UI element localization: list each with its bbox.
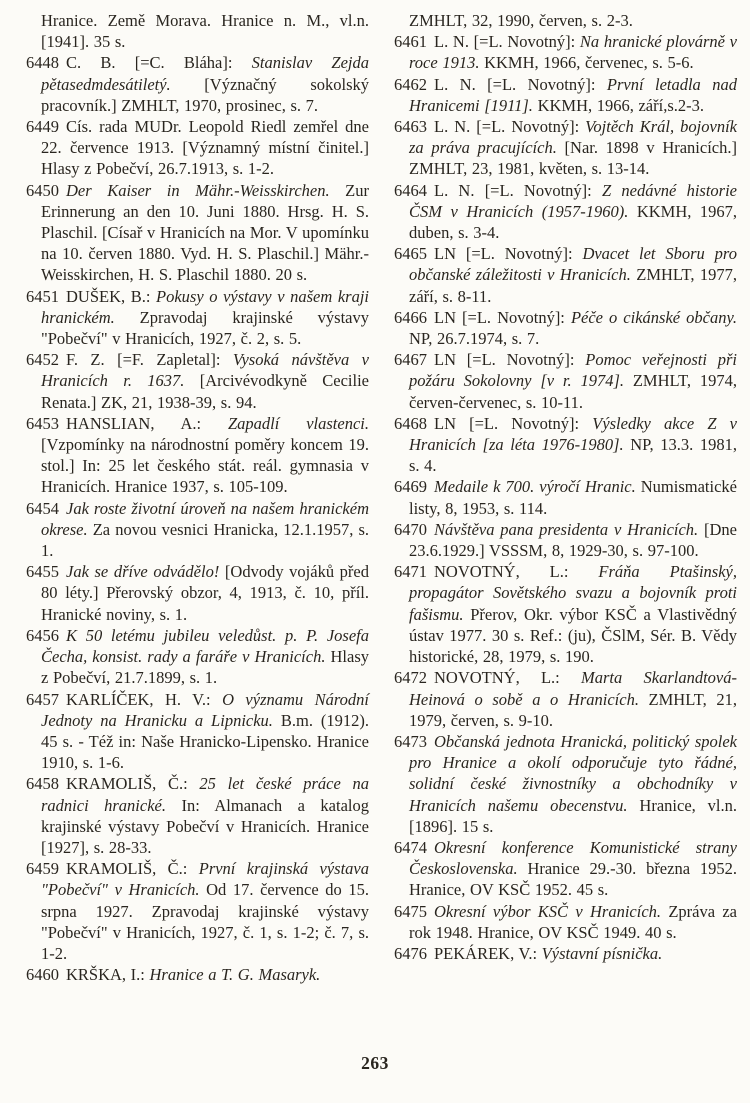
entry-number: 6474 — [394, 837, 427, 857]
entry-text: L. N. [=L. Novotný]: — [434, 180, 602, 200]
entry-title: K 50 letému jubileu veledůst. p. P. Josefa Čecha, konsist. rady a faráře v Hranicích. — [41, 625, 369, 667]
bib-entry — [26, 413, 369, 498]
entry-number: 6458 — [26, 774, 59, 794]
entry-title: Občanská jednota Hranická, politický spolek pro Hranice a okolí odporučuje tyto řádné, solidní české živnostníky a obchodníky v Hranicích našemu obecenstvu. — [409, 731, 737, 815]
entry-number: 6464 — [394, 180, 427, 200]
bib-entry — [26, 286, 369, 350]
text-columns — [26, 10, 737, 985]
entry-number: 6449 — [26, 117, 59, 137]
entry-title: Jak se dříve odvádělo! — [66, 562, 220, 582]
entry-number: 6469 — [394, 477, 427, 497]
entry-text: KKMH, 1967, duben, s. 3-4. — [409, 201, 737, 243]
entry-text: Hranice. Země Morava. Hranice n. M., vl.n. [1941]. 35 s. — [41, 11, 369, 52]
entry-title: Fráňa Ptašinský, propagátor Sovětského svazu a bojovník proti fašismu. — [409, 562, 737, 624]
entry-number: 6475 — [394, 901, 427, 921]
entry-title: Na hranické plovárně v roce 1913. — [409, 32, 738, 73]
entry-number: 6473 — [394, 731, 427, 751]
entry-title: 25 let české práce na radnici hranické. — [41, 774, 369, 815]
entry-title: Výstavní písnička. — [541, 943, 663, 963]
entry-text: NP, 13.3. 1981, s. 4. — [409, 435, 738, 476]
entry-number: 6457 — [26, 689, 59, 709]
entry-text: L. N. [=L. Novotný]: — [434, 32, 580, 52]
bib-entry — [26, 116, 369, 180]
entry-number: 6466 — [394, 307, 427, 327]
entry-title: Vysoká návštěva v Hranicích r. 1637. — [41, 350, 369, 391]
entry-title: Z nedávné historie ČSM v Hranicích (1957-1960). — [409, 180, 737, 221]
bib-entry — [26, 349, 369, 413]
bib-entry — [394, 180, 737, 244]
entry-text: [Odvody vojáků před 80 léty.] Přerovský obzor, 4, 1913, č. 10, příl. Hranické noviny, s. 1. — [41, 562, 369, 624]
bib-entry — [394, 943, 737, 964]
entry-text: In: Almanach a katalog krajinské výstavy Pobečví v Hranicích. Hranice [1927], s. 28-33. — [41, 795, 369, 857]
entry-text: LN [=L. Novotný]: — [434, 413, 593, 433]
right-column — [394, 10, 737, 985]
bib-entry — [394, 901, 737, 943]
entry-number: 6452 — [26, 350, 59, 370]
entry-number: 6460 — [26, 965, 59, 985]
bib-entry — [394, 561, 737, 667]
entry-title: Pomoc veřejnosti při požáru Sokolovny [v r. 1974]. — [409, 350, 738, 391]
entry-text: [Arcivévodkyně Cecilie Renata.] ZK, 21, 1938-39, s. 94. — [41, 371, 369, 412]
bib-entry — [26, 858, 369, 964]
entry-text: KKMH, 1966, červenec, s. 5-6. — [479, 53, 694, 73]
bib-entry — [26, 52, 369, 116]
entry-text: ZMHLT, 21, 1979, červen, s. 9-10. — [409, 689, 737, 730]
entry-text: KKMH, 1966, září,s.2-3. — [532, 95, 704, 115]
entry-title: Marta Skarlandtová-Heinová o sobě a o Hranicích. — [409, 668, 737, 709]
entry-text: Přerov, Okr. výbor KSČ a Vlastivědný ústav 1977. 30 s. Ref.: (ju), ČSlM, Sér. B. Vědy historické, 28, 1979, s. 190. — [409, 604, 737, 667]
entry-text: [Dne 23.6.1929.] VSSSM, 8, 1929-30, s. 97-100. — [409, 519, 737, 561]
bib-entry — [394, 413, 737, 477]
entry-text: B.m. (1912). 45 s. - Též in: Naše Hranicko-Lipensko. Hranice 1910, s. 1-6. — [41, 710, 369, 773]
entry-number: 6450 — [26, 180, 59, 200]
entry-title: Hranice a T. G. Masaryk. — [149, 965, 321, 985]
entry-title: Jak roste životní úroveň na našem hranickém okrese. — [41, 498, 369, 539]
entry-number: 6456 — [26, 625, 59, 645]
entry-text: Zur Erinnerung an den 10. Juni 1880. Hrsg. H. S. Plaschil. [Císař v Hranicích na Mor. V upomínku na 10. červen 1880. Vyd. H. S. Plaschil.] Mähr.-Weisskirchen, H. S. Plaschil 1880. 20 s. — [41, 180, 369, 285]
bib-entry — [394, 307, 737, 349]
entry-text: ZMHLT, 1977, září, s. 8-11. — [409, 265, 737, 306]
entry-number: 6448 — [26, 53, 59, 73]
entry-title: Výsledky akce Z v Hranicích [za léta 1976-1980]. — [409, 413, 737, 455]
entry-number: 6476 — [394, 943, 427, 963]
entry-text: Zpravodaj krajinské výstavy "Pobečví" v Hranicích, 1927, č. 2, s. 5. — [41, 307, 369, 349]
entry-text: ZMHLT, 1974, červen-červenec, s. 10-11. — [409, 371, 738, 412]
entry-number: 6453 — [26, 413, 59, 433]
entry-number: 6454 — [26, 498, 59, 518]
bib-entry — [394, 476, 737, 518]
entry-text: DUŠEK, B.: — [66, 286, 157, 306]
bib-entry — [394, 74, 737, 116]
entry-text: LN [=L. Novotný]: — [434, 307, 571, 327]
bib-entry — [26, 964, 369, 985]
entry-title: Péče o cikánské občany. — [570, 307, 737, 327]
entry-number: 6468 — [394, 413, 427, 433]
entry-text: NOVOTNÝ, L.: — [434, 668, 581, 688]
entry-text: LN [=L. Novotný]: — [434, 244, 583, 264]
entry-text: Hlasy z Pobečví, 21.7.1899, s. 1. — [41, 647, 369, 688]
entry-title: Der Kaiser in Mähr.-Weisskirchen. — [66, 180, 330, 200]
entry-number: 6451 — [26, 286, 59, 306]
entry-title: Pokusy o výstavy v našem kraji hranickém. — [41, 286, 370, 327]
entry-text: [Nar. 1898 v Hranicích.] ZMHLT, 23, 1981, květen, s. 13-14. — [409, 138, 737, 179]
entry-text: KRAMOLIŠ, Č.: — [66, 774, 200, 794]
entry-text: Od 17. července do 15. srpna 1927. Zpravodaj krajinské výstavy "Pobečví" v Hranicích, 1927, č. 1, s. 1-2; č. 7, s. 1-2. — [41, 880, 370, 963]
entry-text: C. B. [=C. Bláha]: — [66, 53, 252, 73]
entry-text: F. Z. [=F. Zapletal]: — [66, 350, 233, 370]
entry-title: Návštěva pana presidenta v Hranicích. — [434, 519, 699, 539]
entry-number: 6463 — [394, 117, 427, 137]
entry-title: Stanislav Zejda pětasedmdesátiletý. — [41, 53, 369, 94]
entry-title: Okresní výbor KSČ v Hranicích. — [434, 901, 662, 921]
entry-text: [Význačný sokolský pracovník.] ZMHLT, 1970, prosinec, s. 7. — [41, 74, 369, 115]
left-column — [26, 10, 369, 985]
bib-entry — [394, 243, 737, 307]
bib-entry — [26, 498, 369, 562]
entry-title: O významu Národní Jednoty na Hranicku a Lipnicku. — [41, 689, 369, 730]
entry-text: Za novou vesnici Hranicka, 12.1.1957, s. 1. — [41, 519, 369, 561]
entry-title: Okresní konference Komunistické strany Československa. — [409, 837, 737, 879]
entry-number: 6462 — [394, 74, 427, 94]
entry-number: 6470 — [394, 519, 427, 539]
entry-title: První letadla nad Hranicemi [1911]. — [409, 74, 738, 115]
entry-text: L. N. [=L. Novotný]: — [434, 74, 607, 94]
bib-entry — [394, 837, 737, 901]
entry-number: 6455 — [26, 562, 59, 582]
entry-title: Medaile k 700. výročí Hranic. — [434, 477, 636, 497]
entry-number: 6467 — [394, 350, 427, 370]
entry-text: KRAMOLIŠ, Č.: — [66, 859, 199, 879]
bib-entry — [26, 561, 369, 625]
entry-text: Cís. rada MUDr. Leopold Riedl zemřel dne 22. července 1913. [Významný místní činitel.] Hlasy z Pobečví, 26.7.1913, s. 1-2. — [41, 117, 369, 179]
entry-number: 6461 — [394, 32, 427, 52]
entry-title: Vojtěch Král, bojovník za práva pracujících. — [409, 117, 737, 158]
entry-text: [Vzpomínky na národnostní poměry koncem 19. stol.] In: 25 let českého stát. reál. gymnasia v Hranicích. Hranice 1937, s. 105-109. — [41, 435, 369, 497]
bib-entry — [394, 349, 737, 413]
bib-entry — [394, 519, 737, 561]
bib-entry — [394, 731, 737, 837]
entry-title: První krajinská výstava "Pobečví" v Hranicích. — [41, 859, 369, 900]
entry-text: L. N. [=L. Novotný]: — [434, 117, 586, 137]
entry-number: 6459 — [26, 859, 59, 879]
entry-text: KRŠKA, I.: — [66, 965, 150, 985]
entry-number: 6465 — [394, 244, 427, 264]
bib-entry — [394, 667, 737, 731]
bib-entry — [26, 689, 369, 774]
bib-entry — [394, 31, 737, 73]
entry-number: 6472 — [394, 668, 427, 688]
entry-text: Hranice, vl.n. [1896]. 15 s. — [409, 795, 737, 836]
entry-text: LN [=L. Novotný]: — [434, 350, 586, 370]
bib-entry — [26, 180, 369, 286]
bib-entry — [26, 773, 369, 858]
bib-entry-continuation — [26, 10, 369, 52]
entry-text: ZMHLT, 32, 1990, červen, s. 2-3. — [409, 11, 633, 30]
entry-text: HANSLIAN, A.: — [66, 413, 228, 433]
entry-text: Zpráva za rok 1948. Hranice, OV KSČ 1949. 40 s. — [409, 901, 737, 942]
bib-entry — [394, 116, 737, 180]
entry-text: Numismatické listy, 8, 1953, s. 114. — [409, 477, 737, 518]
entry-text: NOVOTNÝ, L.: — [434, 562, 599, 582]
entry-text: NP, 26.7.1974, s. 7. — [409, 329, 540, 349]
entry-text: KARLÍČEK, H. V.: — [66, 689, 223, 709]
entry-text: Hranice 29.-30. března 1952. Hranice, OV KSČ 1952. 45 s. — [409, 859, 737, 900]
entry-title: Dvacet let Sboru pro občanské záležitosti v Hranicích. — [409, 244, 737, 285]
entry-text: PEKÁREK, V.: — [434, 943, 542, 963]
bib-entry-continuation — [394, 10, 737, 31]
entry-number: 6471 — [394, 562, 427, 582]
entry-title: Zapadlí vlastenci. — [227, 413, 369, 433]
bib-entry — [26, 625, 369, 689]
page-number: 263 — [361, 1053, 389, 1073]
